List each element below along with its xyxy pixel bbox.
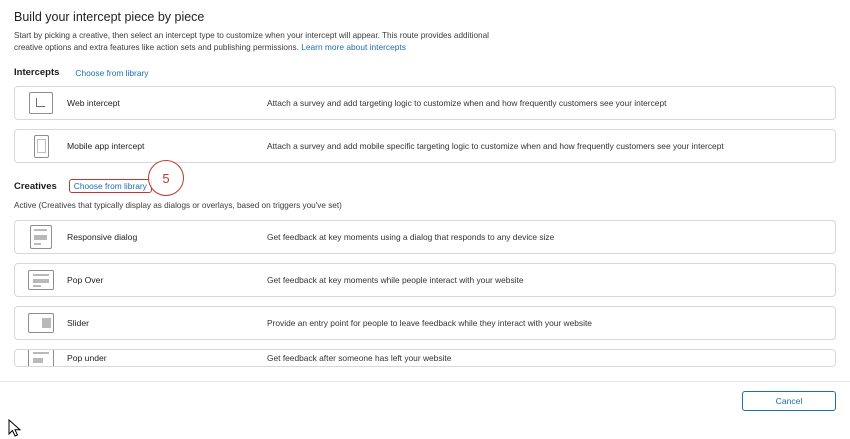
- list-item-description: Attach a survey and add targeting logic to customize when and how frequently customers see your intercept: [267, 98, 667, 108]
- creatives-section-header: [14, 179, 836, 193]
- pop-under-icon: [15, 349, 67, 367]
- intercepts-section-title: Intercepts: [14, 67, 60, 78]
- learn-more-link[interactable]: Learn more about intercepts: [301, 41, 406, 52]
- list-item-responsive-dialog[interactable]: [14, 220, 836, 254]
- list-item-description: Get feedback at key moments while people interact with your website: [267, 275, 524, 285]
- list-item-name: Mobile app intercept: [67, 141, 145, 151]
- page-title: Build your intercept piece by piece: [14, 10, 205, 24]
- list-item-pop-under[interactable]: [14, 349, 836, 367]
- list-item-name: Pop under: [67, 353, 107, 363]
- list-item-name: Responsive dialog: [67, 232, 138, 242]
- list-item-description: Provide an entry point for people to leave feedback while they interact with your website: [267, 318, 592, 328]
- pop-over-icon: [15, 270, 67, 290]
- page-subtitle: [14, 30, 514, 53]
- intercepts-choose-from-library-link[interactable]: Choose from library: [75, 67, 149, 78]
- step-annotation-badge: [148, 160, 184, 196]
- page-subtitle-text: Start by picking a creative, then select an intercept type to customize when your intercept will appear. This route provides additional creative options and extra features like action sets and publishing permissions.: [14, 31, 489, 52]
- web-intercept-icon: [15, 92, 67, 114]
- list-item-description: Get feedback after someone has left your website: [267, 353, 452, 363]
- mobile-intercept-icon: [15, 135, 67, 158]
- list-item-name: Web intercept: [67, 98, 120, 108]
- cancel-button[interactable]: Cancel: [742, 391, 836, 411]
- list-item-name: Slider: [67, 318, 89, 328]
- list-item-slider[interactable]: [14, 306, 836, 340]
- list-item-description: Get feedback at key moments using a dialog that responds to any device size: [267, 232, 555, 242]
- footer-bar: [0, 381, 850, 425]
- responsive-dialog-icon: [15, 225, 67, 249]
- list-item-mobile-app-intercept[interactable]: [14, 129, 836, 163]
- slider-icon: [15, 313, 67, 333]
- step-number: 5: [162, 170, 170, 186]
- list-item-name: Pop Over: [67, 275, 104, 285]
- creatives-choose-from-library-link[interactable]: Choose from library: [69, 179, 152, 193]
- list-item-web-intercept[interactable]: [14, 86, 836, 120]
- creatives-active-note: Active (Creatives that typically display as dialogs or overlays, based on triggers you've set): [14, 201, 342, 210]
- intercepts-section-header: [14, 67, 836, 78]
- list-item-pop-over[interactable]: [14, 263, 836, 297]
- list-item-description: Attach a survey and add mobile specific targeting logic to customize when and how frequently customers see your intercept: [267, 141, 724, 151]
- creatives-section-title: Creatives: [14, 180, 57, 192]
